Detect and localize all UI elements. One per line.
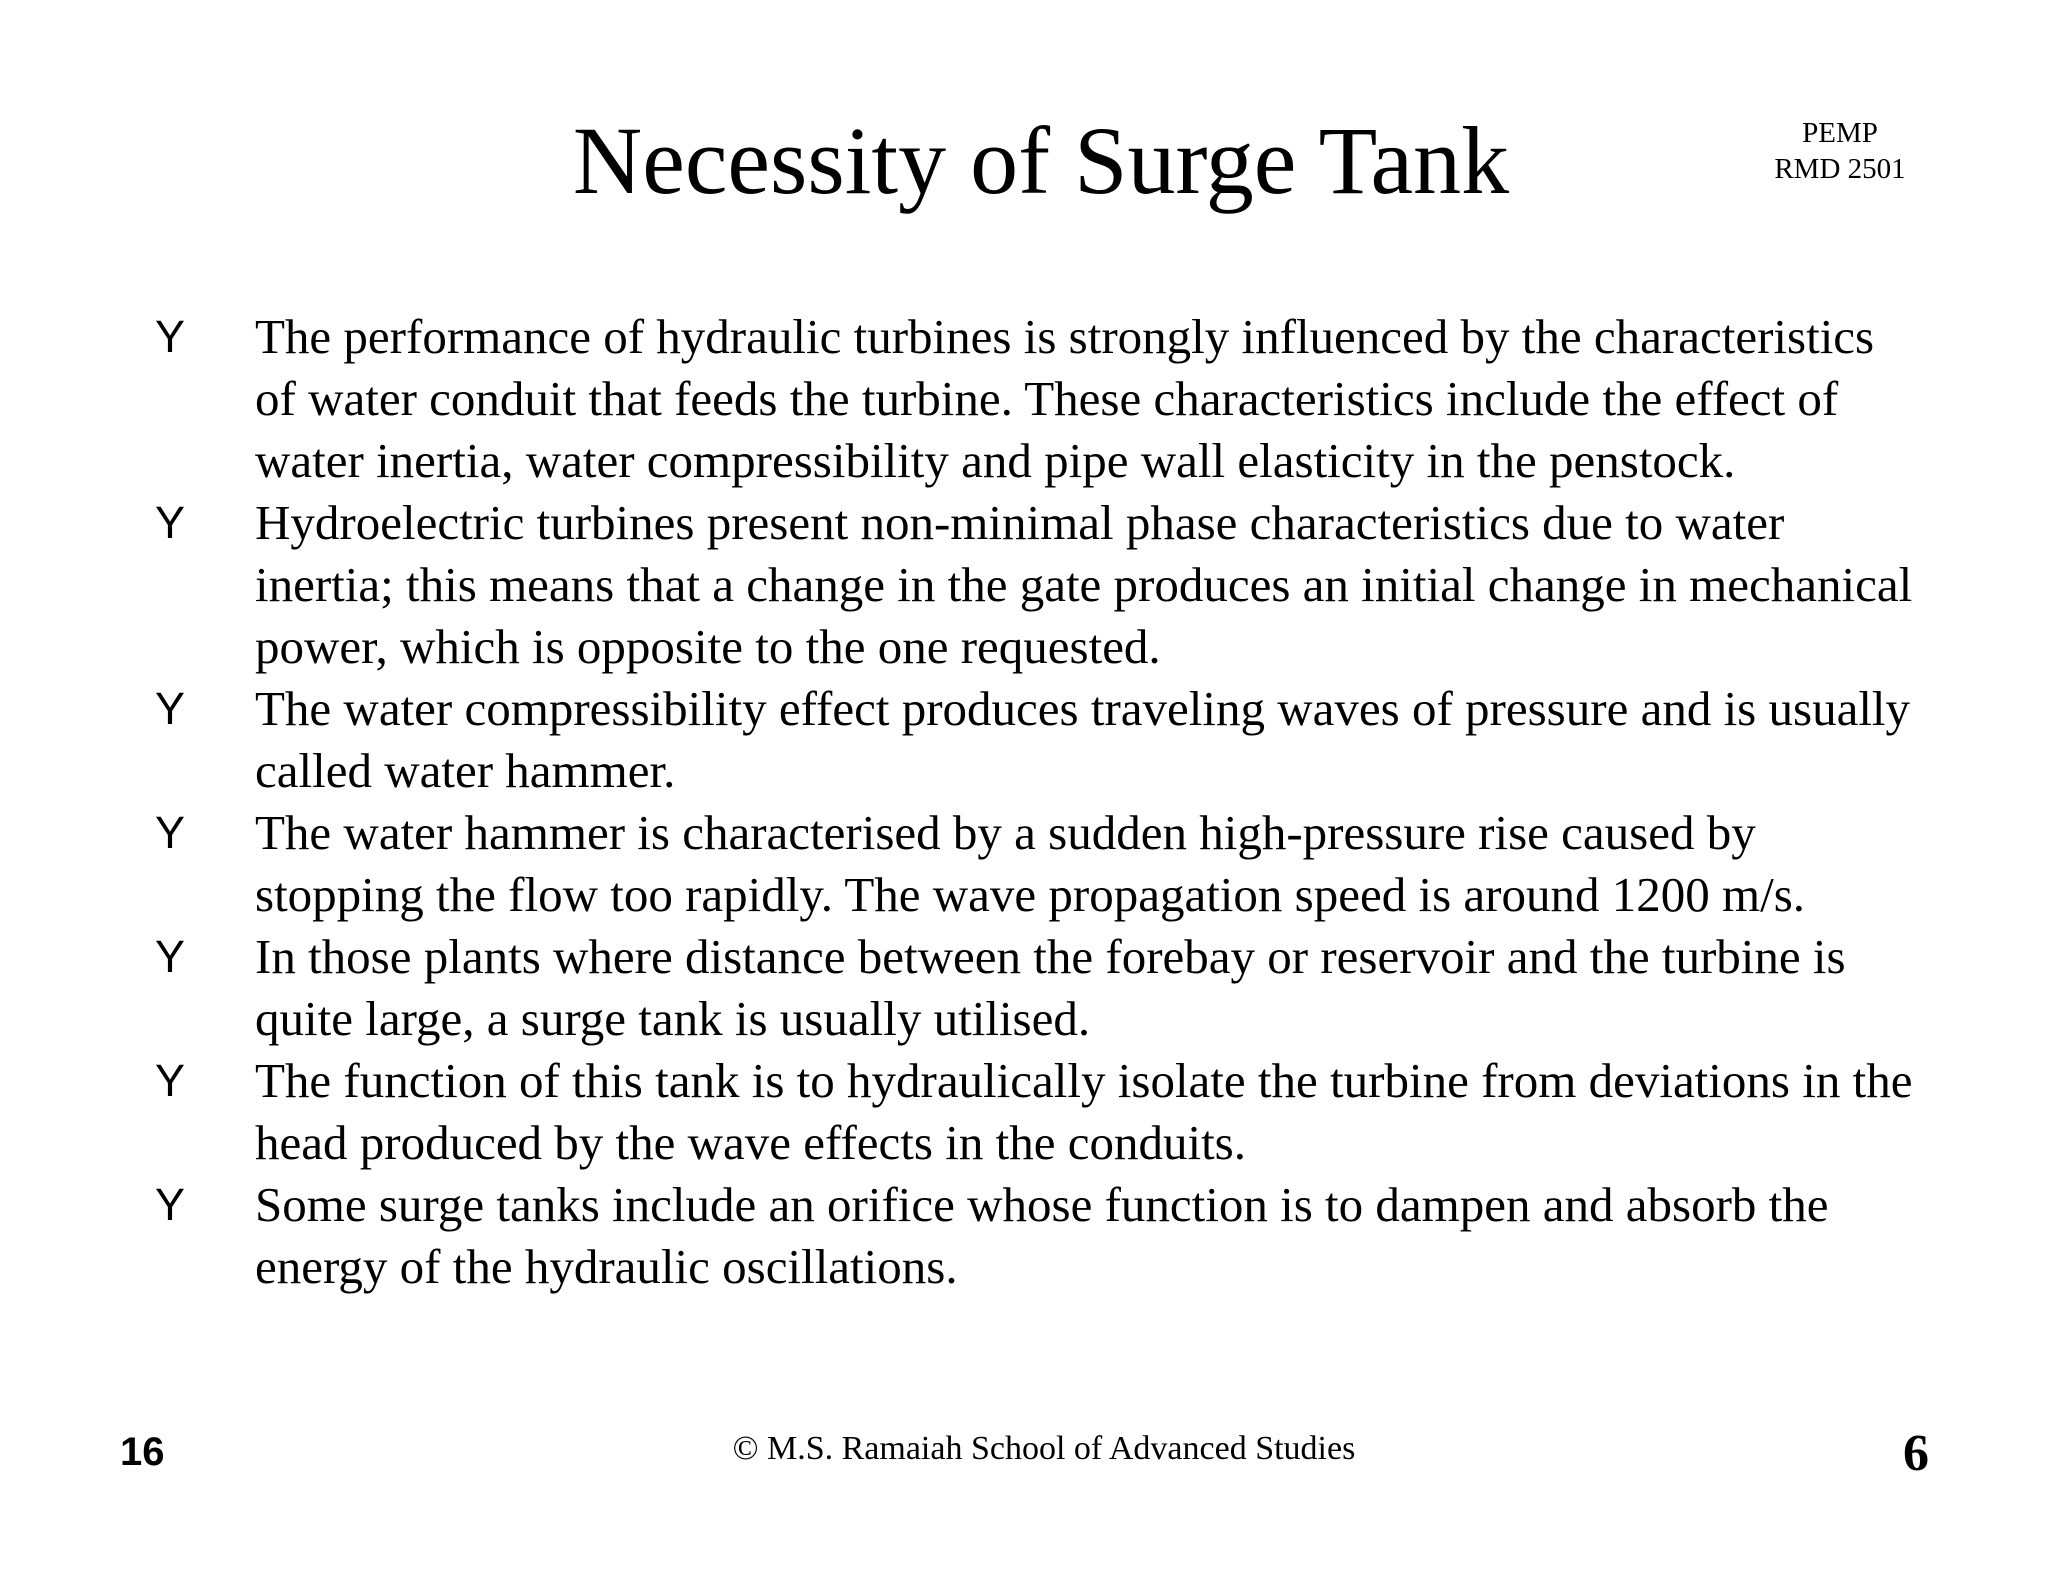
bullet-list [155,306,1915,1298]
course-code-line2: RMD 2501 [1774,153,1906,185]
bullet-item [155,802,1915,926]
slide-number: 16 [120,1430,165,1474]
bullet-text: Some surge tanks include an orifice whose function is to dampen and absorb the energy of the hydraulic oscillations. [255,1177,1829,1294]
bullet-item [155,1174,1915,1298]
copyright-notice: © M.S. Ramaiah School of Advanced Studies [732,1430,1356,1467]
bullet-item [155,306,1915,492]
bullet-item [155,492,1915,678]
bullet-text: The water hammer is characterised by a sudden high-pressure rise caused by stopping the flow too rapidly. The wave propagation speed is around 1200 m/s. [255,805,1806,922]
bullet-text: The performance of hydraulic turbines is strongly influenced by the characteristics of water conduit that feeds the turbine. These characteristics include the effect of water inertia, water compressibility and pipe wall elasticity in the penstock. [255,309,1875,488]
bullet-item [155,926,1915,1050]
bullet-marker: Y [155,311,186,362]
course-code-line1: PEMP [1802,117,1878,149]
bullet-marker: Y [155,1055,186,1106]
course-code [1755,115,1925,187]
slide-title: Necessity of Surge Tank [572,107,1510,214]
page-number: 6 [1903,1425,1929,1482]
bullet-marker: Y [155,1179,186,1230]
bullet-text: The function of this tank is to hydraulically isolate the turbine from deviations in the head produced by the wave effects in the conduits. [255,1053,1913,1170]
bullet-item [155,1050,1915,1174]
bullet-text: In those plants where distance between the forebay or reservoir and the turbine is quite large, a surge tank is usually utilised. [255,929,1846,1046]
bullet-marker: Y [155,683,186,734]
bullet-marker: Y [155,807,186,858]
bullet-marker: Y [155,497,186,548]
bullet-text: Hydroelectric turbines present non-minimal phase characteristics due to water inertia; this means that a change in the gate produces an initial change in mechanical power, which is opposite to the one requested. [255,495,1913,674]
bullet-item [155,678,1915,802]
bullet-marker: Y [155,931,186,982]
bullet-text: The water compressibility effect produces traveling waves of pressure and is usually called water hammer. [255,681,1911,798]
